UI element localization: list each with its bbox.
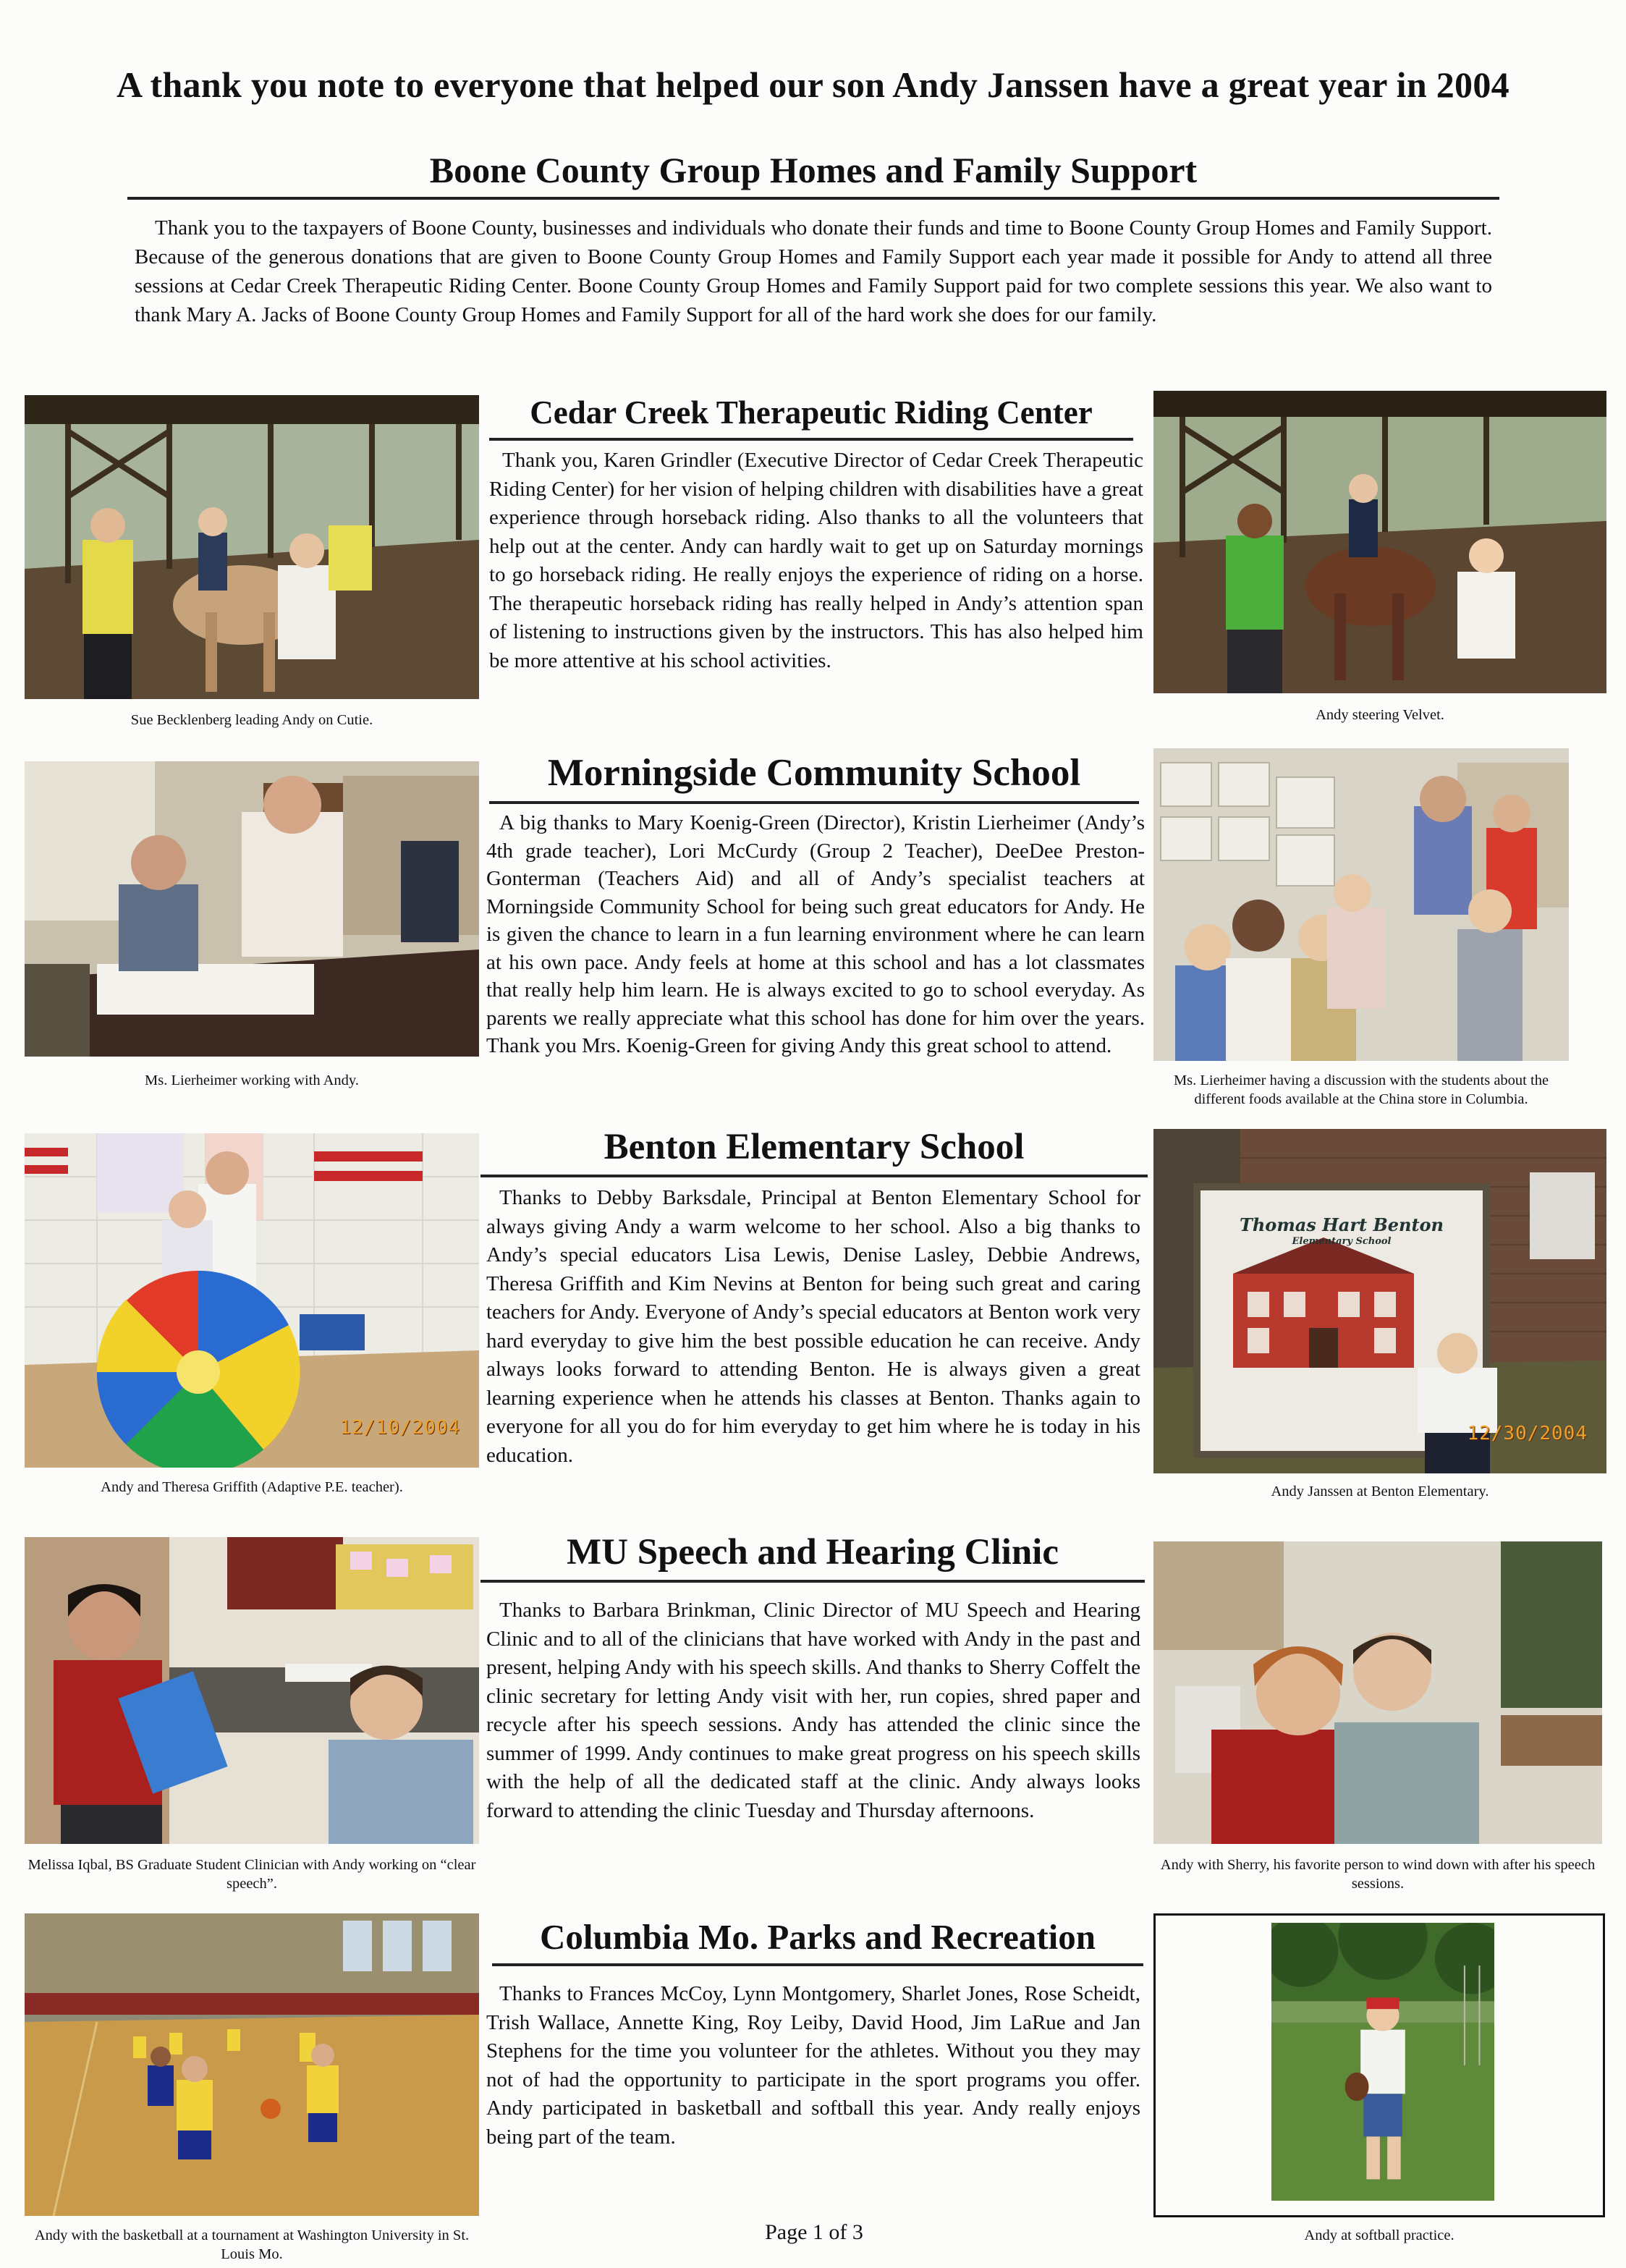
photo-lierheimer-andy [25,761,479,1057]
caption-riding-cutie: Sue Becklenberg leading Andy on Cutie. [130,712,373,728]
section-text-benton: Thanks to Debby Barksdale, Principal at Benton Elementary School for always giving Andy a warm welcome to her school. Also a big thanks to Andy’s special educators Lisa Lewis, Denise Lasley, Debbie Andrews, Theresa Griffith and Kim Nevins at Benton for being such great and caring teachers for Andy. Everyone of Andy’s special educators at Benton work very hard everyday to give him the best possible education he can receive. Andy always looks forward to attending Benton. He is always given a great learning experience when he attends his classes at Benton. Thanks again to everyone for all you do for him everyday to get him where he is today in his education. [486,1186,1140,1467]
section-heading-columbia-parks: Columbia Mo. Parks and Recreation [492,1919,1143,1966]
section-text-morningside: A big thanks to Mary Koenig-Green (Director), Kristin Lierheimer (Andy’s 4th grade teacher), Lori McCurdy (Group 2 Teacher), DeeDee Preston-Gonterman (Teachers Aid) and all of Andy’s specialist teachers at Morningside Community School for being such great educators for Andy. He is given the chance to learn in a fun learning environment where he can learn at his own pace. Andy feels at home at this school and has a lot classmates that really help him learn. He is always excited to go to school everyday. As parents we really appreciate what this school has done for him over the years. Thank you Mrs. Koenig-Green for giving Andy this great school to attend. [486,811,1145,1057]
caption-clear-speech: Melissa Iqbal, BS Graduate Student Clinician with Andy working on “clear speech”. [27,1857,476,1892]
section-heading-boone-county: Boone County Group Homes and Family Support [127,152,1499,200]
sign-subtitle: Elementary School [1292,1236,1392,1247]
caption-lierheimer-andy: Ms. Lierheimer working with Andy. [145,1072,359,1088]
section-text-cedar-creek: Thank you, Karen Grindler (Executive Director of Cedar Creek Therapeutic Riding Center) for her vision of helping children with disabilities have a great experience through horseback riding. Also thanks to all the volunteers that help out at the center. Andy can hardly wait to get up on Saturday mornings to go horseback riding. He really enjoys the experience of riding on a horse. The therapeutic horseback riding has really helped in Andy’s attention span of listening to instructions given by the instructors. This has also helped him be more attentive at his school activities. [489,449,1143,672]
caption-basketball: Andy with the basketball at a tournament at Washington University in St. Louis Mo. [34,2227,470,2262]
caption-andy-sherry: Andy with Sherry, his favorite person to wind down with after his speech sessions. [1160,1857,1596,1892]
caption-adaptive-pe: Andy and Theresa Griffith (Adaptive P.E. teacher). [101,1479,403,1495]
photo-benton-sign [1153,1129,1606,1473]
sign-title: Thomas Hart Benton [1240,1214,1444,1235]
photo-date-stamp: 12/30/2004 [1467,1423,1588,1444]
photo-clear-speech [25,1537,479,1844]
caption-steering-velvet: Andy steering Velvet. [1316,707,1444,723]
photo-steering-velvet [1153,391,1606,693]
caption-softball: Andy at softball practice. [1304,2227,1454,2243]
photo-china-store [1153,748,1569,1061]
photo-andy-sherry [1153,1541,1602,1844]
section-heading-benton: Benton Elementary School [480,1129,1148,1177]
section-heading-morningside: Morningside Community School [489,754,1139,804]
section-heading-cedar-creek: Cedar Creek Therapeutic Riding Center [489,397,1133,441]
page-number: Page 1 of 3 [765,2220,863,2244]
section-text-boone-county: Thank you to the taxpayers of Boone County, businesses and individuals who donate their funds and time to Boone County Group Homes and Family Support. Because of the generous donations that are given to Boone County Group Homes and Family Support each year made it possible for Andy to attend all three sessions at Cedar Creek Therapeutic Riding Center. Boone County Group Homes and Family Support paid for two complete sessions this year. We also want to thank Mary A. Jacks of Boone County Group Homes and Family Support for all of the hard work she does for our family. [135,216,1492,326]
section-heading-mu-speech: MU Speech and Hearing Clinic [480,1534,1145,1583]
photo-adaptive-pe [25,1133,479,1468]
caption-benton-sign: Andy Janssen at Benton Elementary. [1271,1484,1489,1499]
photo-basketball [25,1913,479,2216]
section-text-mu-speech: Thanks to Barbara Brinkman, Clinic Director of MU Speech and Hearing Clinic and to all of the clinicians that have worked with Andy in the past and present, helping Andy with his speech skills. And thanks to Sherry Coffelt the clinic secretary for letting Andy visit with her, run copies, shred paper and recycle after his speech sessions. Andy has attended the clinic since the summer of 1999. Andy continues to make great progress on his speech skills with the help of all the dedicated staff at the clinic. Andy always looks forward to attending the clinic Tuesday and Thursday afternoons. [486,1599,1140,1822]
photo-softball [1153,1913,1605,2217]
section-text-columbia-parks: Thanks to Frances McCoy, Lynn Montgomery, Sharlet Jones, Rose Scheidt, Trish Wallace, Annette King, Roy Leiby, David Hood, Jim LaRue and Jan Stephens for the time you volunteer for the athletes. Without you they may not of had the opportunity to participate in the sport programs you offer. Andy participated in basketball and softball this year. Andy really enjoys being part of the team. [486,1982,1140,2149]
page-title: A thank you note to everyone that helped our son Andy Janssen have a great year in 2004 [117,64,1509,105]
photo-riding-cutie [25,395,479,699]
caption-china-store: Ms. Lierheimer having a discussion with the students about the different foods available at the China store in Columbia. [1173,1072,1549,1107]
photo-date-stamp: 12/10/2004 [339,1417,460,1439]
